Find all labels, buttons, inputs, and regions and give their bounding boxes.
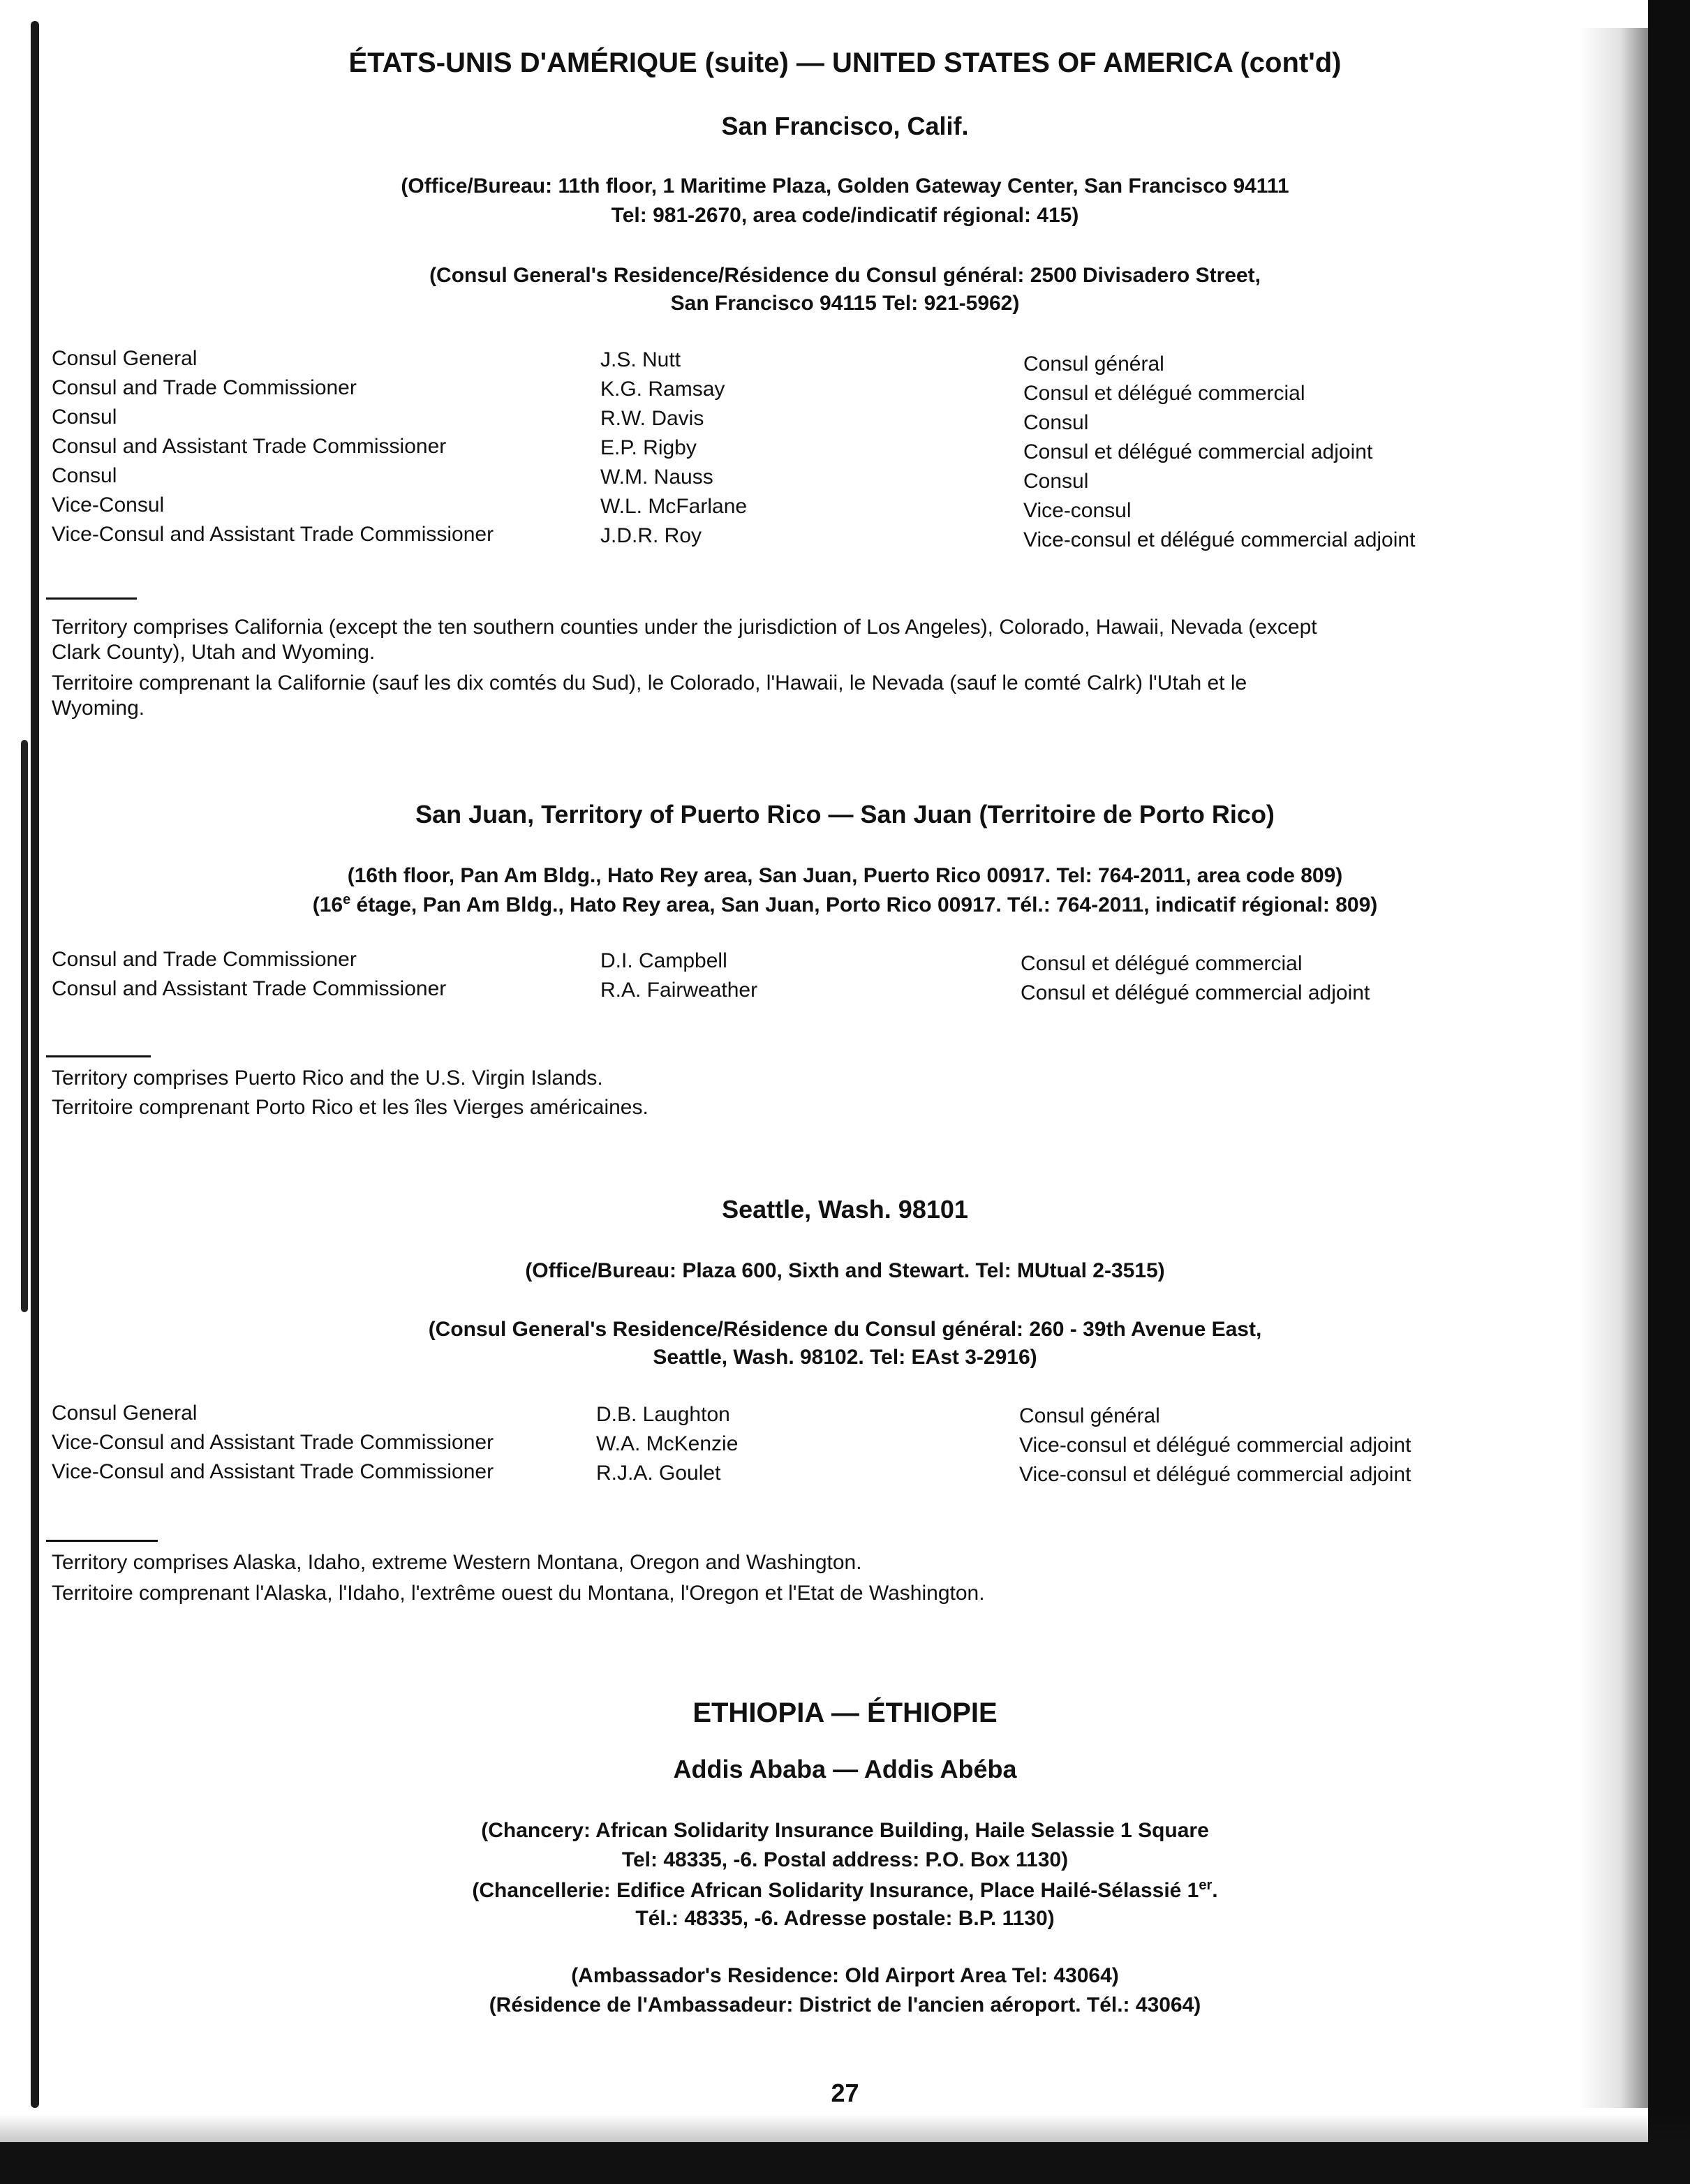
sj-territory-fr: Territoire comprenant Porto Rico et les îles Vierges américaines. bbox=[52, 1096, 648, 1119]
page-header-title: ÉTATS-UNIS D'AMÉRIQUE (suite) — UNITED STATES OF AMERICA (cont'd) bbox=[348, 47, 1342, 78]
eth-residence-fr: (Résidence de l'Ambassadeur: District de l'ancien aéroport. Tél.: 43064) bbox=[489, 1993, 1201, 2016]
footnote-rule bbox=[46, 1540, 158, 1542]
staff-title-fr: Consul et délégué commercial adjoint bbox=[1021, 981, 1370, 1004]
staff-name: W.M. Nauss bbox=[600, 466, 713, 489]
staff-title-en: Consul and Assistant Trade Commissioner bbox=[52, 435, 447, 458]
sf-territory-fr-2: Wyoming. bbox=[52, 697, 145, 720]
sj-office-en: (16th floor, Pan Am Bldg., Hato Rey area, San Juan, Puerto Rico 00917. Tel: 764-2011, area code 809) bbox=[347, 864, 1343, 887]
staff-title-fr: Consul bbox=[1023, 411, 1089, 434]
se-office: (Office/Bureau: Plaza 600, Sixth and Stewart. Tel: MUtual 2-3515) bbox=[525, 1259, 1165, 1282]
staff-title-en: Consul bbox=[52, 464, 117, 487]
staff-title-fr: Consul et délégué commercial adjoint bbox=[1023, 440, 1373, 463]
staff-name: D.I. Campbell bbox=[600, 949, 727, 972]
staff-title-fr: Vice-consul et délégué commercial adjoint bbox=[1019, 1463, 1411, 1486]
scan-bottom-shadow bbox=[0, 2114, 1690, 2142]
se-residence-line1: (Consul General's Residence/Résidence du Consul général: 260 - 39th Avenue East, bbox=[428, 1318, 1262, 1341]
se-territory-fr: Territoire comprenant l'Alaska, l'Idaho, l'extrême ouest du Montana, l'Oregon et l'Etat de Washington. bbox=[52, 1582, 985, 1605]
staff-name: E.P. Rigby bbox=[600, 436, 697, 459]
eth-residence-en: (Ambassador's Residence: Old Airport Area Tel: 43064) bbox=[571, 1964, 1119, 1987]
staff-name: D.B. Laughton bbox=[596, 1403, 730, 1426]
sf-territory-fr-1: Territoire comprenant la Californie (sauf les dix comtés du Sud), le Colorado, l'Hawaii, le Nevada (sauf le comté Calrk) l'Utah et le bbox=[52, 671, 1247, 694]
sf-residence-line1: (Consul General's Residence/Résidence du Consul général: 2500 Divisadero Street, bbox=[429, 264, 1261, 287]
addis-ababa-heading: Addis Ababa — Addis Abéba bbox=[673, 1755, 1017, 1783]
staff-title-en: Vice-Consul bbox=[52, 493, 165, 517]
sf-territory-en-1: Territory comprises California (except the ten southern counties under the jurisdiction of Los Angeles), Colorado, Hawaii, Nevada (except bbox=[52, 616, 1317, 639]
staff-title-en: Consul General bbox=[52, 1402, 198, 1425]
staff-title-en: Vice-Consul and Assistant Trade Commissioner bbox=[52, 523, 494, 546]
staff-title-en: Consul bbox=[52, 406, 117, 429]
staff-title-en: Vice-Consul and Assistant Trade Commissioner bbox=[52, 1460, 494, 1483]
staff-title-fr: Consul bbox=[1023, 470, 1089, 493]
staff-name: J.S. Nutt bbox=[600, 348, 681, 371]
footnote-rule bbox=[46, 597, 137, 600]
seattle-heading: Seattle, Wash. 98101 bbox=[722, 1195, 968, 1224]
page-number: 27 bbox=[831, 2079, 859, 2107]
staff-title-fr: Consul général bbox=[1023, 352, 1164, 376]
se-territory-en: Territory comprises Alaska, Idaho, extreme Western Montana, Oregon and Washington. bbox=[52, 1551, 862, 1574]
staff-title-fr: Consul et délégué commercial bbox=[1021, 952, 1303, 975]
staff-name: W.L. McFarlane bbox=[600, 495, 748, 518]
footnote-rule bbox=[46, 1055, 151, 1057]
staff-title-en: Consul General bbox=[52, 347, 198, 370]
staff-title-fr: Vice-consul et délégué commercial adjoint bbox=[1019, 1434, 1411, 1457]
staff-name: R.A. Fairweather bbox=[600, 979, 758, 1002]
staff-title-fr: Vice-consul et délégué commercial adjoint bbox=[1023, 528, 1416, 551]
staff-title-fr: Consul général bbox=[1019, 1404, 1160, 1427]
se-residence-line2: Seattle, Wash. 98102. Tel: EAst 3-2916) bbox=[653, 1346, 1037, 1369]
sj-territory-en: Territory comprises Puerto Rico and the U.S. Virgin Islands. bbox=[52, 1067, 603, 1090]
staff-name: R.W. Davis bbox=[600, 407, 704, 430]
sf-office-line2: Tel: 981-2670, area code/indicatif régional: 415) bbox=[611, 204, 1079, 227]
staff-title-en: Consul and Trade Commissioner bbox=[52, 376, 357, 399]
staff-title-fr: Vice-consul bbox=[1023, 499, 1132, 522]
scan-binding-edge bbox=[31, 21, 39, 2108]
san-juan-heading: San Juan, Territory of Puerto Rico — San Juan (Territoire de Porto Rico) bbox=[415, 800, 1275, 829]
staff-name: R.J.A. Goulet bbox=[596, 1462, 721, 1485]
staff-title-en: Consul and Trade Commissioner bbox=[52, 948, 357, 971]
sf-office-line1: (Office/Bureau: 11th floor, 1 Maritime Plaza, Golden Gateway Center, San Francisco 94111 bbox=[401, 174, 1289, 198]
sf-territory-en-2: Clark County), Utah and Wyoming. bbox=[52, 641, 376, 664]
sj-office-fr: (16e étage, Pan Am Bldg., Hato Rey area, San Juan, Porto Rico 00917. Tél.: 764-2011, indicatif régional: 809) bbox=[312, 892, 1378, 916]
eth-chancery-line2: Tel: 48335, -6. Postal address: P.O. Box 1130) bbox=[621, 1848, 1069, 1871]
scan-right-shadow bbox=[1578, 28, 1648, 2108]
ethiopia-heading: ETHIOPIA — ÉTHIOPIE bbox=[692, 1698, 998, 1728]
eth-chancellerie-line2: Tél.: 48335, -6. Adresse postale: B.P. 1130) bbox=[635, 1907, 1055, 1930]
staff-title-fr: Consul et délégué commercial bbox=[1023, 382, 1305, 405]
staff-name: W.A. McKenzie bbox=[596, 1432, 739, 1455]
staff-name: K.G. Ramsay bbox=[600, 378, 725, 401]
staff-title-en: Vice-Consul and Assistant Trade Commissioner bbox=[52, 1431, 494, 1454]
san-francisco-heading: San Francisco, Calif. bbox=[721, 112, 969, 140]
eth-chancellerie-line1: (Chancellerie: Edifice African Solidarity Insurance, Place Hailé-Sélassié 1er. bbox=[472, 1878, 1218, 1902]
scan-bottom-edge bbox=[0, 2142, 1690, 2184]
eth-chancery-line1: (Chancery: African Solidarity Insurance Building, Haile Selassie 1 Square bbox=[481, 1819, 1209, 1842]
staff-name: J.D.R. Roy bbox=[600, 524, 702, 547]
sf-residence-line2: San Francisco 94115 Tel: 921-5962) bbox=[670, 292, 1020, 315]
staff-title-en: Consul and Assistant Trade Commissioner bbox=[52, 977, 447, 1000]
